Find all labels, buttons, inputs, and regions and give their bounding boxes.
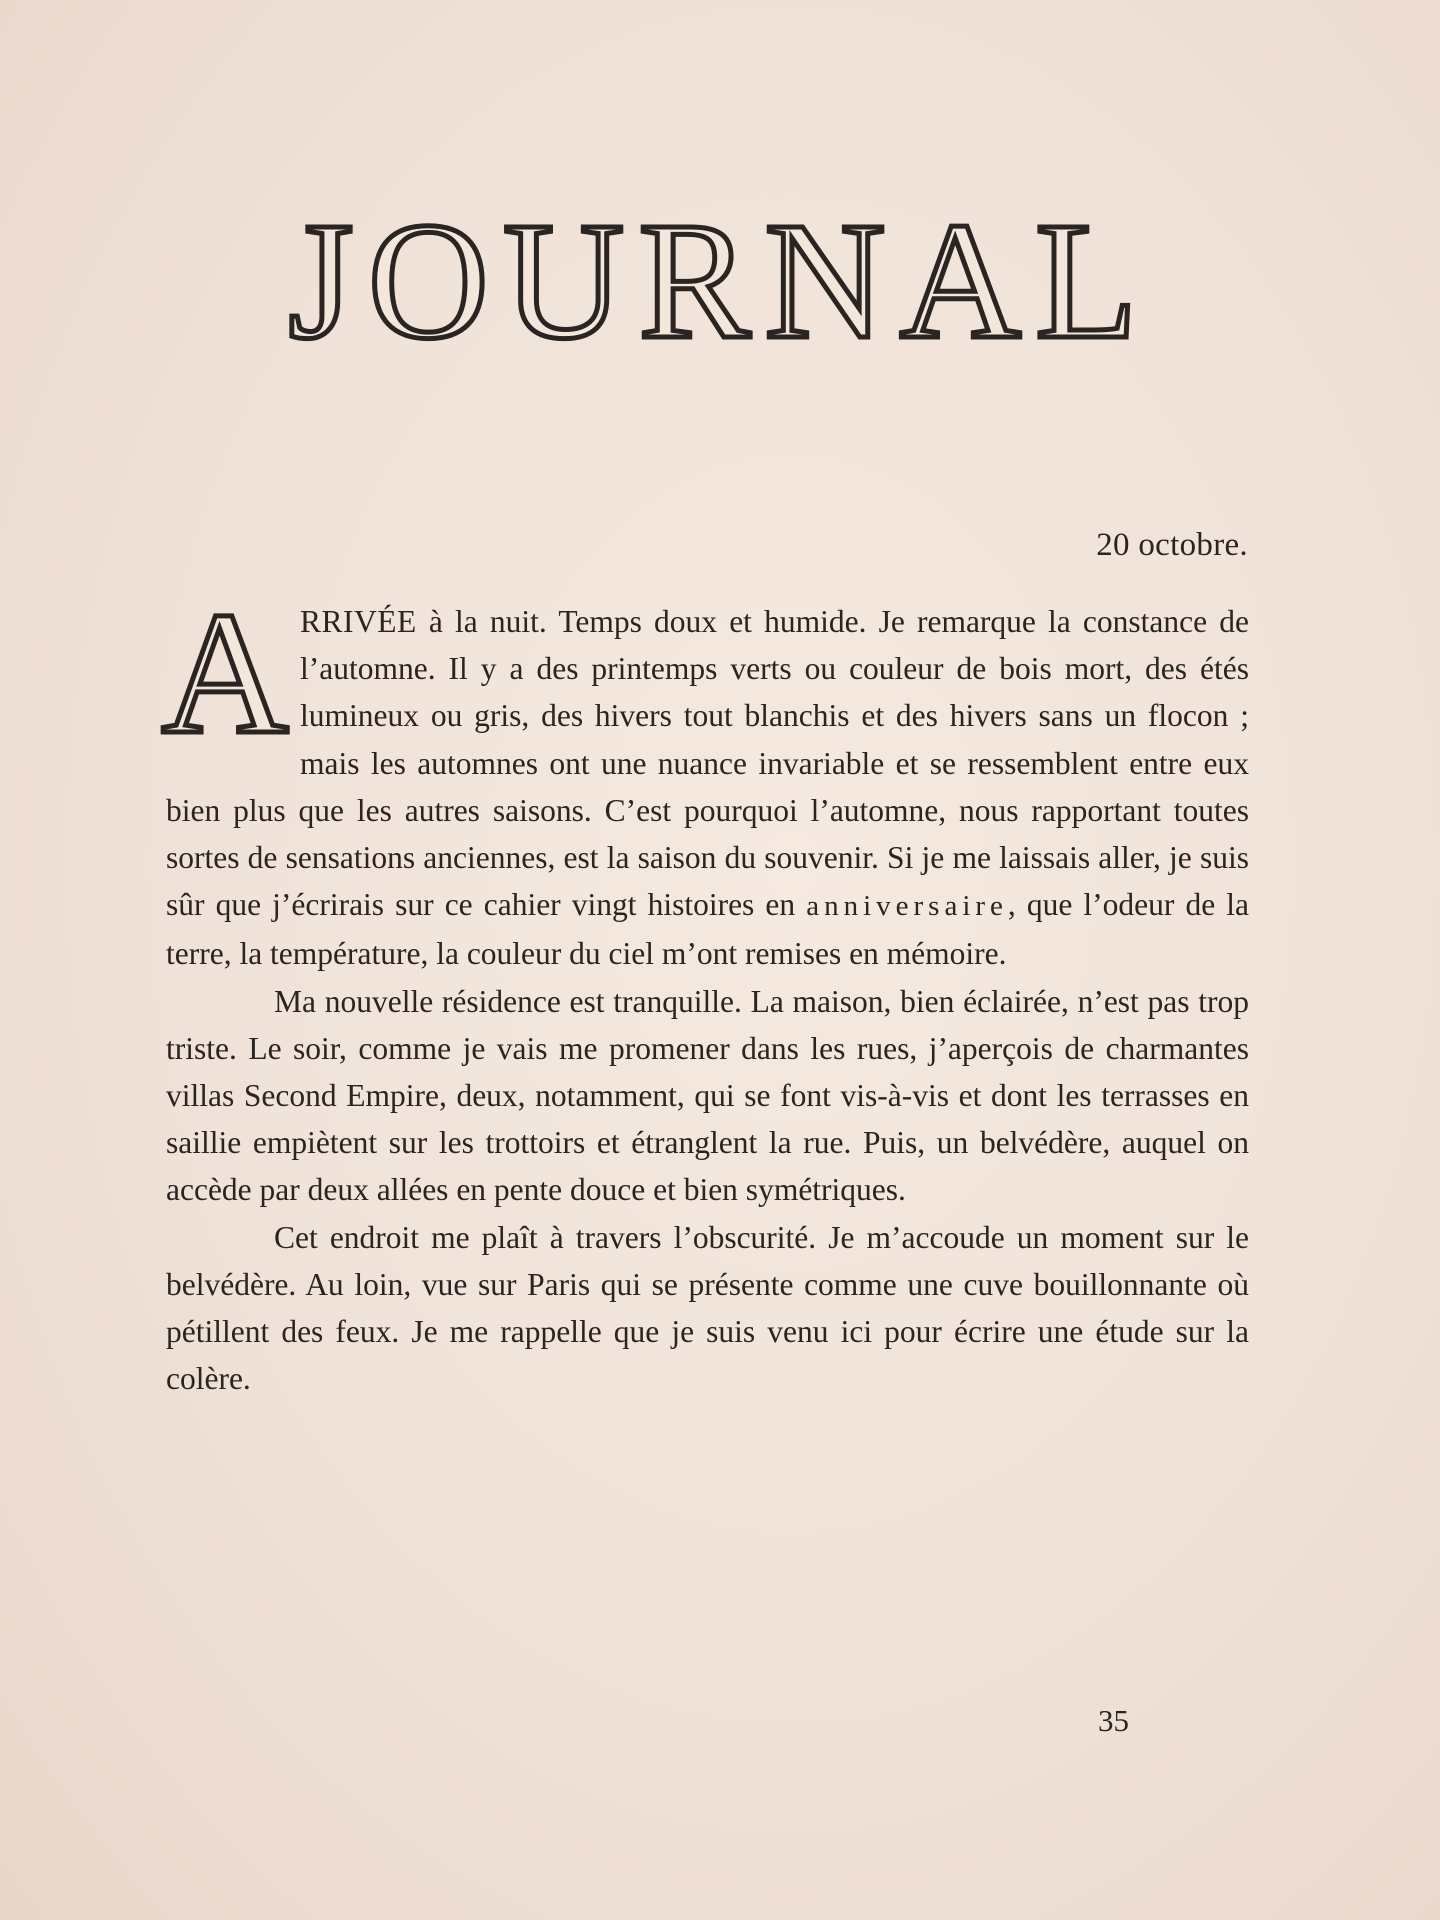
entry-date: 20 octobre. [1096,527,1248,563]
page-number: 35 [1098,1703,1129,1738]
journal-title-outline-lettering [190,195,1250,370]
dropcap-letter [158,602,292,740]
paragraph-1-text: à la nuit. Temps doux et humide. Je remarque la constance de l’automne. Il y a des printemps verts ou couleur de bois mort, des étés lumineux ou gris, des hivers tout blanchis et des hivers sans un flocon ; mais les automnes ont une nuance invariable et se ressemblent entre eux bien plus que les autres saisons. C’est pourquoi l’automne, nous rapportant toutes sortes de sensations anciennes, est la saison du souvenir. Si je me laissais aller, je suis sûr que j’écrirais sur ce cahier vingt histoires en [166,604,1249,923]
dropcap [158,602,292,740]
paragraph-2: Ma nouvelle résidence est tranquille. La maison, bien éclairée, n’est pas trop triste. Le soir, comme je vais me promener dans les rues, j’aperçois de charmantes villas Second Empire, deux, notamment, qui se font vis-à-vis et dont les terrasses en saillie empiètent sur les trottoirs et étranglent la rue. Puis, un belvédère, auquel on accède par deux allées en pente douce et bien symétriques. [166,983,1249,1208]
paragraph-3: Cet endroit me plaît à travers l’obscurité. Je m’accoude un moment sur le belvédère. Au loin, vue sur Paris qui se présente comme une cuve bouillonnante où pétillent des feux. Je me rappelle que je suis venu ici pour écrire une étude sur la colère. [166,1219,1249,1397]
title-text: JOURNAL [288,195,1152,370]
journal-entry [161,598,1249,1402]
paragraph-1-end: , que l’odeur de la terre, la température, la couleur du ciel m’ont remises en mémoire. [166,887,1249,972]
opening-caps: RRIVÉE [300,604,417,639]
page-title [190,195,1250,370]
paragraph-1 [161,598,1249,978]
spaced-word: anniversaire [806,890,1008,923]
dropcap-text: A [161,602,289,740]
